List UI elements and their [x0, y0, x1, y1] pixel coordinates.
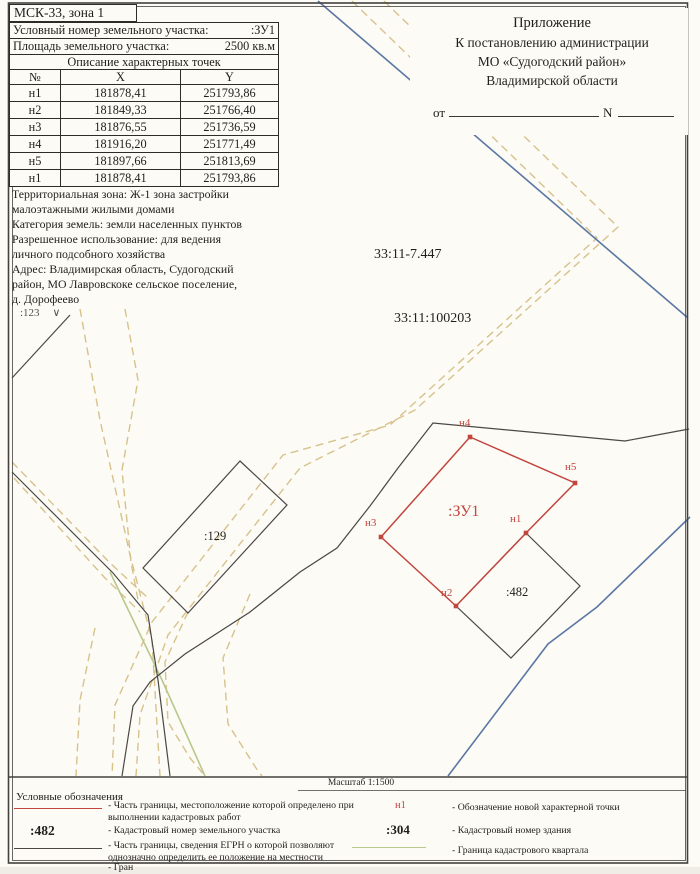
- point-label-n1: н1: [510, 513, 522, 525]
- legend-item-point-mark: - Обозначение новой характерной точки: [452, 802, 620, 813]
- from-label: от: [433, 105, 446, 120]
- legend-sample-red-boundary-line: [14, 808, 102, 809]
- label-quarter-33-11-100203: 33:11:100203: [394, 311, 472, 326]
- point-y-cell: 251793,86: [181, 170, 279, 187]
- legend-item-building-number: - Кадастровый номер здания: [452, 825, 572, 836]
- point-marker-n1: [524, 531, 529, 536]
- col-header-x: X: [61, 70, 181, 85]
- label-parcel-129: :129: [204, 529, 227, 543]
- point-label-n2: н2: [441, 587, 453, 599]
- label-new-parcel-zu1: :ЗУ1: [448, 503, 480, 520]
- parcel-number-value: :ЗУ1: [250, 23, 275, 37]
- attachment-line: МО «Судогодский район»: [477, 54, 627, 69]
- table-row: [10, 119, 279, 136]
- legend-sample-building-number: :304: [386, 822, 410, 837]
- point-id-cell: н4: [10, 136, 61, 153]
- col-header-y: Y: [181, 70, 279, 85]
- legend-sample-point-mark: н1: [395, 800, 406, 811]
- parcel-area-label: Площадь земельного участка:: [13, 39, 170, 53]
- label-building-482: :482: [506, 585, 529, 599]
- legend-item-new-boundary: - Часть границы, местоположение которой определено при выполнении кадастровых работ: [108, 800, 354, 823]
- coords-table: [9, 22, 279, 187]
- point-marker-n2: [454, 604, 459, 609]
- info-line: Территориальная зона: Ж-1 зона застройки: [12, 187, 229, 201]
- info-line: д. Дорофеево: [12, 292, 80, 306]
- point-label-n3: н3: [365, 517, 377, 529]
- egrn-boundary-lines: [12, 315, 689, 776]
- table-row: [10, 170, 279, 187]
- parcel-number-label: Условный номер земельного участка:: [13, 23, 209, 37]
- label-zone-33-11-7-447: 33:11-7.447: [374, 247, 442, 262]
- point-id-cell: н1: [10, 85, 61, 102]
- point-y-cell: 251793,86: [181, 85, 279, 102]
- table-row: [10, 136, 279, 153]
- label-side-parcel-123: [20, 306, 60, 319]
- point-y-cell: 251766,40: [181, 102, 279, 119]
- legend-sample-quarter-border-line: [352, 847, 426, 848]
- legend-sample-egrn-boundary-line: [14, 848, 102, 849]
- date-blank-line: [449, 103, 599, 117]
- new-parcel-boundary-red: [379, 435, 578, 609]
- point-label-n4: н4: [459, 417, 471, 429]
- info-line: малоэтажными жилыми домами: [12, 202, 175, 216]
- point-label-n5: н5: [565, 461, 577, 473]
- point-y-cell: 251736,59: [181, 119, 279, 136]
- legend-item-egrn-boundary: - Часть границы, сведения ЕГРН о которой позволяют однозначно определить ее положение на местности: [108, 840, 335, 863]
- point-id-cell: н1: [10, 170, 61, 187]
- point-id-cell: н5: [10, 153, 61, 170]
- legend-item-quarter-border: - Граница кадастрового квартала: [452, 845, 589, 856]
- legend-item-parcel-number: - Кадастровый номер земельного участка: [108, 825, 281, 836]
- point-x-cell: 181878,41: [61, 85, 181, 102]
- point-x-cell: 181897,66: [61, 153, 181, 170]
- crs-label: МСК-33, зона 1: [9, 4, 137, 22]
- info-line: Адрес: Владимирская область, Судогодский: [12, 262, 234, 276]
- point-x-cell: 181849,33: [61, 102, 181, 119]
- table-header-row: [10, 70, 279, 85]
- check-symbol: ∨: [52, 307, 61, 319]
- side-parcel-number: :123: [20, 307, 40, 319]
- info-line: район, МО Лавровскоке сельское поселение,: [12, 277, 238, 291]
- number-blank-line: [618, 103, 674, 117]
- point-y-cell: 251813,69: [181, 153, 279, 170]
- table-row: [10, 85, 279, 102]
- table-row: [10, 153, 279, 170]
- resolution-date-number-row: [433, 103, 674, 121]
- point-marker-n5: [573, 481, 578, 486]
- attachment-title: Приложение: [513, 15, 591, 31]
- attachment-header: [414, 13, 690, 90]
- parcel-info-block: [12, 187, 286, 307]
- parcel-number-row: [10, 23, 279, 39]
- parcel-area-value: 2500 кв.м: [224, 39, 275, 53]
- legend-title: Условные обозначения: [16, 791, 123, 803]
- info-line: личного подсобного хозяйства: [12, 247, 166, 261]
- scale-label: Масштаб 1:1500: [327, 778, 395, 788]
- point-id-cell: н2: [10, 102, 61, 119]
- point-marker-n4: [468, 435, 473, 440]
- point-y-cell: 251771,49: [181, 136, 279, 153]
- legend-item-partial: - Гран: [108, 862, 134, 873]
- attachment-line: Владимирской области: [486, 73, 618, 88]
- col-header-num: №: [10, 70, 61, 85]
- legend-sample-parcel-number: :482: [30, 823, 55, 838]
- info-line: Категория земель: земли населенных пунктов: [12, 217, 242, 231]
- info-line: Разрешенное использование: для ведения: [12, 232, 222, 246]
- point-x-cell: 181878,41: [61, 170, 181, 187]
- table-section-title: Описание характерных точек: [10, 55, 279, 70]
- table-row: [10, 102, 279, 119]
- point-x-cell: 181876,55: [61, 119, 181, 136]
- point-x-cell: 181916,20: [61, 136, 181, 153]
- point-id-cell: н3: [10, 119, 61, 136]
- parcel-area-row: [10, 39, 279, 55]
- number-label: N: [603, 105, 613, 120]
- point-marker-n3: [379, 535, 384, 540]
- attachment-line: К постановлению администрации: [455, 35, 649, 50]
